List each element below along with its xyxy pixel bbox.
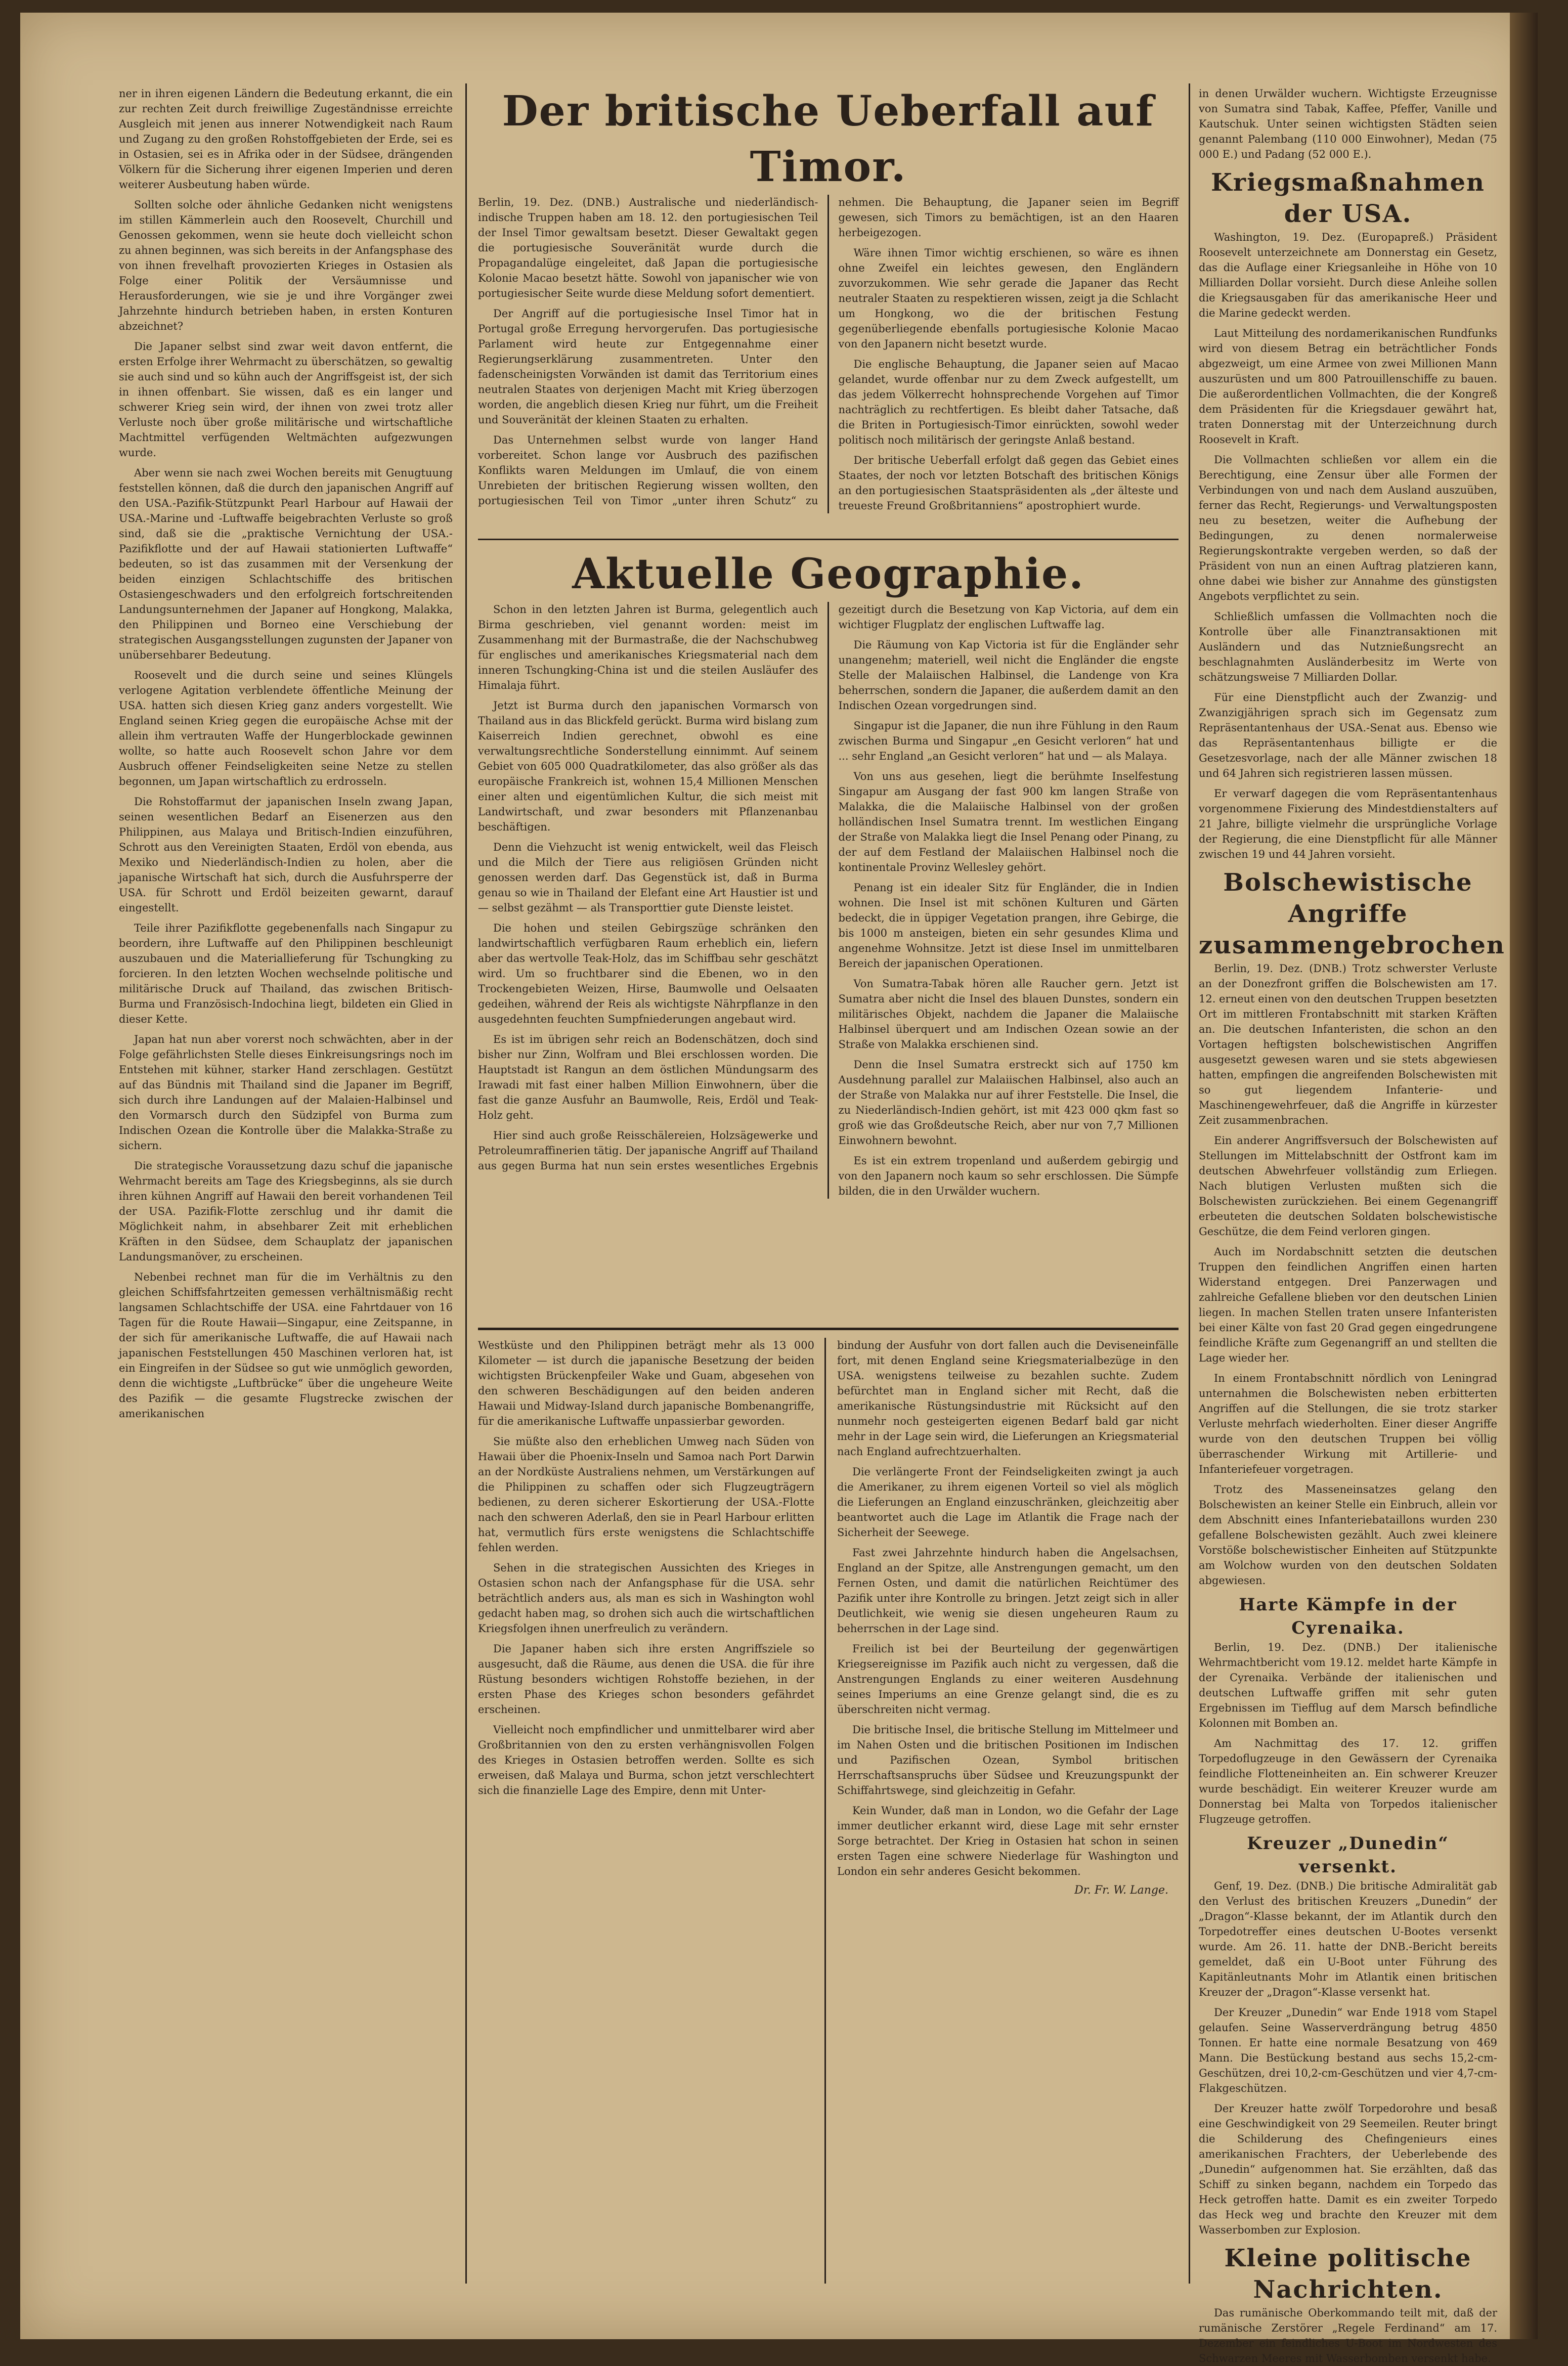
headline-kriegsmassnahmen: Kriegsmaßnahmen der USA. [1211, 168, 1485, 228]
lower-right-paragraph: Freilich ist bei der Beurteilung der gegenwärtigen Kriegsereignisse im Pazifik auch nicht zu vergessen, daß die Anstrengungen Englands zu einer weiteren Ausdehnung seines Imperiums an eine Grenze gelangt sind, die es zu überschreiten nicht vermag. [837, 1643, 1179, 1716]
left-paragraph: Nebenbei rechnet man für die im Verhältnis zu den gleichen Schiffsfahrtzeiten gemessen verhältnismäßig recht langsamen Schlachtschiffe der USA. eine Fahrtdauer von 16 Tagen für die Route Hawaii—Singapur, eine Zeitspanne, in der sich für amerikanische Luftwaffe, die auf Hawaii nach japanischen Feststellungen 450 Maschinen verloren hat, ist ein Eingreifen in der Südsee so gut wie unmöglich geworden, denn die wichtigste „Luftbrücke“ über die ungeheure Weite des Pazifik — die gesamte Flugstrecke zwischen der amerikanischen [119, 1271, 453, 1420]
lower-right-paragraph: Die verlängerte Front der Feindseligkeiten zwingt ja auch die Amerikaner, zu ihrem eigenen Vorteil so viel als möglich die Lieferungen an England einzuschränken, gleichzeitig aber beantwortet auch die Lage im Atlantik die Frage nach der Sicherheit der Seewege. [837, 1466, 1179, 1539]
article-lower-middle [478, 1338, 814, 2284]
kleine-paragraph: Das rumänische Oberkommando teilt mit, daß der rumänische Zerstörer „Regele Ferdinand“ am 17. Dezember ein feindliches U-Boot im Nordwesten des Schwarzen Meeres mit Wasserbomben versenkt habe. [1199, 2307, 1497, 2364]
left-paragraph: ner in ihren eigenen Ländern die Bedeutung erkannt, die ein zur rechten Zeit durch freiwillige Zugeständnisse erreichte Ausgleich mit jenen aus innerer Notwendigkeit nach Raum und Zugang zu den großen Rohstoffgebieten der Erde, sei es in Ostasien, sei es in Afrika oder in der Südsee, drängenden Völkern für die Sicherung ihrer eigenen Imperien und deren weiterer Ausbeutung haben würde. [119, 87, 453, 191]
headline-geographie: Aktuelle Geographie. [572, 550, 1084, 598]
dunedin-paragraph: Der Kreuzer hatte zwölf Torpedorohre und besaß eine Geschwindigkeit von 29 Seemeilen. Reuter bringt die Schilderung des Chefingenieurs eines amerikanischen Frachters, der Ueberlebende des „Dunedin“ aufgenommen hat. Sie erzählten, daß das Schiff zu sinken begann, nachdem ein Torpedo das Heck getroffen hatte. Damit es ein zweiter Torpedo das Heck weg und brachte den Kreuzer mit dem Wasserbomben zur Explosion. [1199, 2102, 1497, 2236]
headline-cyrenaika: Harte Kämpfe in der Cyrenaika. [1239, 1595, 1457, 1638]
kriegsmassnahmen-paragraph: Er verwarf dagegen die vom Repräsentantenhaus vorgenommene Fixierung des Mindestdienstalters auf 21 Jahre, billigte vielmehr die ursprüngliche Vorlage der Regierung, die eine Dienstpflicht für alle Männer zwischen 19 und 44 Jahren vorsieht. [1199, 787, 1497, 860]
right-column [1199, 86, 1505, 2364]
geographie-paragraph: Es ist im übrigen sehr reich an Bodenschätzen, doch sind bisher nur Zinn, Wolfram und Blei erschlossen worden. Die Hauptstadt ist Rangun an dem östlichen Mündungsarm des Irawadi mit fast einer halben Million Einwohnern, über die fast die ganze Ausfuhr an Baumwolle, Reis, Erdöl und Teak-Holz geht. [478, 1033, 818, 1121]
geographie-paragraph: Die Räumung von Kap Victoria ist für die Engländer sehr unangenehm; materiell, weil nicht die Engländer die engste Stelle der Malaiischen Halbinsel, die Landenge von Kra beherrschen, sondern die Japaner, die außerdem damit an den Indischen Ozean vorgedrungen sind. [838, 639, 1179, 712]
kriegsmassnahmen-paragraph: Laut Mitteilung des nordamerikanischen Rundfunks wird von diesem Betrag ein beträchtlicher Fonds abgezweigt, um eine Armee von zwei Millionen Mann auszurüsten und um 800 Patrouillenschiffe zu bauen. Die außerordentlichen Vollmachten, die der Kongreß dem Präsidenten für die Kriegsdauer gewährt hat, traten Donnerstag mit der Unterzeichnung durch Roosevelt in Kraft. [1199, 327, 1497, 446]
bolschewistische-paragraph: Berlin, 19. Dez. (DNB.) Trotz schwerster Verluste an der Donezfront griffen die Bolschewisten am 17. 12. erneut einen von den deutschen Truppen besetzten Ort im mittleren Frontabschnitt mit starken Kräften an. Die deutschen Infanteristen, die schon an den Vortagen heftigsten bolschewistischen Angriffen ausgesetzt gewesen waren und sie stets abgewiesen hatten, empfingen die angreifenden Bolschewisten mit so gut liegendem Infanterie- und Maschinengewehrfeuer, daß die Angriffe in kürzester Zeit zusammenbrachen. [1199, 962, 1497, 1126]
left-paragraph: Roosevelt und die durch seine und seines Klüngels verlogene Agitation verblendete öffentliche Meinung der USA. hatten sich diesen Krieg ganz anders vorgestellt. Wie England seinen Krieg gegen die europäische Achse mit der allein ihm vertrauten Waffe der Hungerblockade gewinnen wollte, so hatte auch Roosevelt schon Jahre vor dem Ausbruch offener Feindseligkeiten seine Netze zu stellen begonnen, um Japan wirtschaftlich zu erdrosseln. [119, 669, 453, 787]
headline-timor: Der britische Ueberfall auf Timor. [502, 87, 1155, 191]
lower-right-paragraph: bindung der Ausfuhr von dort fallen auch die Deviseneinfälle fort, mit denen England seine Kriegsmaterialbezüge in den USA. wenigstens teilweise zu bezahlen suchte. Zudem befürchtet man in England sicher mit Recht, daß die amerikanische Rüstungsindustrie mit Rücksicht auf den nunmehr noch gesteigerten eigenen Bedarf bald gar nicht mehr in der Lage sein wird, die Lieferungen an Kriegsmaterial nach England aufrechtzuerhalten. [837, 1339, 1179, 1458]
column-rule [824, 1338, 826, 2284]
left-paragraph: Aber wenn sie nach zwei Wochen bereits mit Genugtuung feststellen können, daß die durch den japanischen Angriff auf den USA.-Pazifik-Stützpunkt Pearl Harbour auf Hawaii der USA.-Marine und -Luftwaffe beigebrachten Verluste so groß sind, daß sie die „praktische Vernichtung der USA.-Pazifikflotte und der auf Hawaii stationierten Luftwaffe“ bedeuten, so ist das zusammen mit der Versenkung der beiden einzigen Schlachtschiffe des britischen Ostasiengeschwaders und den erfolgreich fortschreitenden Landungsunternehmen der Japaner auf Hongkong, Malakka, den Philippinen und Borneo eine Verschiebung der strategischen Ausgangsstellungen zugunsten der Japaner von unübersehbarer Bedeutung. [119, 467, 453, 661]
left-paragraph: Die Rohstoffarmut der japanischen Inseln zwang Japan, seinen wesentlichen Bedarf an Eisenerzen aus den Philippinen, aus Malaya und Britisch-Indien einzuführen, Schrott aus den Vereinigten Staaten, Erdöl von ebenda, aus Mexiko und Niederländisch-Indien zu holen, aber die japanische Wirtschaft hat sich, durch die Ausfuhrsperre der USA. für Schrott und Erdöl beizeiten gewarnt, darauf eingestellt. [119, 796, 453, 914]
lower-middle-paragraph: Sie müßte also den erheblichen Umweg nach Süden von Hawaii über die Phoenix-Inseln und Samoa nach Port Darwin an der Nordküste Australiens nehmen, um Verstärkungen auf die Philippinen zu schaffen oder sich Flugzeugträgern bedienen, zu deren sicherer Eskortierung der USA.-Flotte nach den schweren Aderlaß, den sie in Pearl Harbour erlitten hat, vermutlich fürs erste wenigstens die Schlachtschiffe fehlen werden. [478, 1435, 814, 1554]
left-paragraph: Japan hat nun aber vorerst noch schwächten, aber in der Folge gefährlichsten Stelle dieses Einkreisungsrings noch im Entstehen mit kühner, starker Hand zerschlagen. Gestützt auf das Bündnis mit Thailand sind die Japaner im Begriff, sich durch ihre Landungen auf der Malaien-Halbinsel und den Vormarsch durch den Südzipfel von Burma zum Indischen Ozean die Kontrolle über die Malakka-Straße zu sichern. [119, 1033, 453, 1152]
author-signature: Dr. Fr. W. Lange. [1074, 1884, 1168, 1897]
bolschewistische-paragraph: Auch im Nordabschnitt setzten die deutschen Truppen den feindlichen Angriffen einen harten Widerstand entgegen. Drei Panzerwagen und zahlreiche Gefallene blieben vor den deutschen Linien liegen. In machen Stellen traten unsere Infanteristen bei einer Kälte von fast 20 Grad gegen eingedrungene feindliche Kräfte zum Gegenangriff an und stellten die Lage wieder her. [1199, 1246, 1497, 1364]
kriegsmassnahmen-paragraph: Schließlich umfassen die Vollmachten noch die Kontrolle über alle Finanztransaktionen mit Ausländern und das Nutznießungsrecht an beschlagnahmten Ausländerbesitz im Werte von schätzungsweise 7 Milliarden Dollar. [1199, 610, 1497, 683]
bolschewistische-paragraph: Ein anderer Angriffsversuch der Bolschewisten auf Stellungen im Mittelabschnitt der Ostfront kam im deutschen Abwehrfeuer vollständig zum Erliegen. Nach blutigen Verlusten mußten sich die Bolschewisten zurückziehen. Bei einem Gegenangriff erbeuteten die deutschen Soldaten bolschewistische Geschütze, die dem Feind verloren gingen. [1199, 1134, 1497, 1238]
right-intro-paragraph: in denen Urwälder wuchern. Wichtigste Erzeugnisse von Sumatra sind Tabak, Kaffee, Pfeffer, Vanille und Kautschuk. Unter seinen wichtigsten Städten seien genannt Palembang (110 000 Einwohner), Medan (75 000 E.) und Padang (52 000 E.). [1199, 87, 1497, 160]
timor-paragraph: Die englische Behauptung, die Japaner seien auf Macao gelandet, wurde offenbar nur zu dem Zweck aufgestellt, um das jedem Völkerrecht hohnsprechende Vorgehen auf Timor nachträglich zu rechtfertigen. Es bleibt daher Tatsache, daß die Briten in Portugiesisch-Timor einrückten, sowohl weder politisch noch militärisch der geringste Anlaß bestand. [838, 358, 1179, 446]
bolschewistische-paragraph: In einem Frontabschnitt nördlich von Leningrad unternahmen die Bolschewisten neben erbitterten Angriffen auf die Stellungen, die sie trotz starker Verluste mehrfach wiederholten. Einer dieser Angriffe wurde von den deutschen Truppen bei völlig überraschender Wirkung mit Artillerie- und Infanteriefeuer vorgetragen. [1199, 1372, 1497, 1475]
article-geographie [478, 546, 1179, 1323]
left-paragraph: Teile ihrer Pazifikflotte gegebenenfalls nach Singapur zu beordern, ihre Luftwaffe auf den Philippinen beschleunigt auszubauen und die Materiallieferung für Tschungking zu forcieren. In den letzten Wochen wechselnde politische und militärische Druck auf Thailand, das zwischen Britisch-Burma und Französisch-Indochina liegt, bildeten ein Glied in dieser Kette. [119, 922, 453, 1025]
lower-right-paragraph: Kein Wunder, daß man in London, wo die Gefahr der Lage immer deutlicher erkannt wird, diese Lage mit sehr ernster Sorge betrachtet. Der Krieg in Ostasien hat schon in seinen ersten Tagen eine schwere Niederlage für Washington und London ein sehr anderes Gesicht bekommen. [837, 1805, 1179, 1877]
section-rule [478, 1328, 1179, 1330]
headline-bolschewistische: Bolschewistische Angriffe zusammengebrochen [1199, 868, 1505, 959]
geographie-paragraph: Von Sumatra-Tabak hören alle Raucher gern. Jetzt ist Sumatra aber nicht die Insel des blauen Dunstes, sondern ein militärisches Objekt, nachdem die Japaner die Malaiische Halbinsel überquert und am Indischen Ozean sowie an der Straße von Malakka erschienen sind. [838, 978, 1179, 1050]
headline-dunedin: Kreuzer „Dunedin“ versenkt. [1247, 1833, 1449, 1877]
geographie-paragraph: Von uns aus gesehen, liegt die berühmte Inselfestung Singapur am Ausgang der fast 900 km langen Straße von Malakka, die die Malaiische Halbinsel von der großen holländischen Insel Sumatra trennt. Im westlichen Eingang der Straße von Malakka liegt die Insel Penang oder Pinang, zu der auf dem Festland der Malaiischen Halbinsel noch die kontinentale Provinz Wellesley gehört. [838, 770, 1179, 873]
timor-paragraph: Der Angriff auf die portugiesische Insel Timor hat in Portugal große Erregung hervorgerufen. Das portugiesische Parlament wird heute zur Entgegennahme einer Regierungserklärung zusammentreten. Unter den fadenscheinigsten Vorwänden ist damit das Territorium eines neutralen Staates von derjenigen Macht mit Krieg überzogen worden, die angeblich diesen Krieg nur führt, um die Freiheit und Souveränität der kleinen Staaten zu erhalten. [478, 308, 818, 426]
lower-middle-paragraph: Westküste und den Philippinen beträgt mehr als 13 000 Kilometer — ist durch die japanische Besetzung der beiden wichtigsten Brückenpfeiler Wake und Guam, abgesehen von den schweren Beschädigungen auf den beiden anderen Hawaii und Midway-Island durch japanische Bombenangriffe, für die amerikanische Luftwaffe unpassierbar geworden. [478, 1339, 814, 1427]
kriegsmassnahmen-paragraph: Für eine Dienstpflicht auch der Zwanzig- und Zwanzigjährigen sprach sich im Gegensatz zum Repräsentantenhaus der USA.-Senat aus. Ebenso wie das Repräsentantenhaus billigte er die Gesetzesvorlage, nach der alle Männer zwischen 18 und 64 Jahren sich registrieren lassen müssen. [1199, 691, 1497, 779]
geographie-paragraph: Hier sind auch große Reisschälereien, Holzsägewerke und Petroleumraffinerien tätig. Der japanische Angriff auf Thailand aus gegen Burma hat nun sein erstes wesentliches Ergebnis gezeitigt durch die Besetzung von Kap Victoria, auf dem ein wichtiger Flugplatz der englischen Luftwaffe lag. [478, 603, 1179, 1172]
headline-kleine-nachrichten: Kleine politische Nachrichten. [1224, 2244, 1472, 2304]
newspaper-page [20, 13, 1538, 2364]
column-rule [1189, 83, 1190, 2284]
lower-middle-paragraph: Vielleicht noch empfindlicher und unmittelbarer wird aber Großbritannien von den zu ersten verhängnisvollen Folgen des Krieges in Ostasien betroffen werden. Sollte es sich erweisen, daß Malaya und Burma, schon jetzt verschlechtert sich die finanzielle Lage des Empire, denn mit Unter- [478, 1724, 814, 1797]
section-rule [478, 539, 1179, 540]
timor-body [478, 195, 1179, 513]
lower-right-paragraph: Die britische Insel, die britische Stellung im Mittelmeer und im Nahen Osten und die britischen Positionen im Indischen und Pazifischen Ozean, Symbol britischen Herrschaftsanspruchs über Südsee und Kreuzungspunkt der Schiffahrtswege, sind gleichzeitig in Gefahr. [837, 1724, 1179, 1797]
cyrenaika-paragraph: Berlin, 19. Dez. (DNB.) Der italienische Wehrmachtbericht vom 19.12. meldet harte Kämpfe in der Cyrenaika. Verbände der italienischen und deutschen Luftwaffe griffen mit sehr guten Ergebnissen im Tiefflug auf dem Marsch befindliche Kolonnen mit Bomben an. [1199, 1641, 1497, 1729]
timor-paragraph: Das Unternehmen selbst wurde von langer Hand vorbereitet. Schon lange vor Ausbruch des pazifischen Konflikts waren Meldungen im Umlauf, die von einem Unrebieten der britischen Regierung wissen wollten, den portugiesischen Teil von Timor „unter ihren Schutz“ zu nehmen. Die Behauptung, die Japaner seien im Begriff gewesen, sich Timors zu bemächtigen, ist an den Haaren herbeigezogen. [478, 196, 1179, 507]
geographie-paragraph: Die hohen und steilen Gebirgszüge schränken den landwirtschaftlich verfügbaren Raum erheblich ein, liefern aber das wertvolle Teak-Holz, das im Schiffbau sehr geschätzt wird. Um so fruchtbarer sind die Ebenen, wo in den Trockengebieten Weizen, Hirse, Baumwolle und Oelsaaten gedeihen, während der Reis als wichtigste Nährpflanze in den ausgedehnten feuchten Sumpfniederungen angebaut wird. [478, 922, 818, 1025]
geographie-paragraph: Jetzt ist Burma durch den japanischen Vormarsch von Thailand aus in das Blickfeld gerückt. Burma wird bislang zum Kaiserreich Indien gerechnet, obwohl es eine verwaltungsrechtliche Sonderstellung einnimmt. Auf seinem Gebiet von 605 000 Quadratkilometer, das also größer als das europäische Frankreich ist, wohnen 15,4 Millionen Menschen einer alten und eigentümlichen Kultur, die sich meist mit Landwirtschaft, und zwar besonders mit Pflanzenanbau beschäftigen. [478, 699, 818, 833]
article-timor [478, 83, 1179, 529]
timor-paragraph: Berlin, 19. Dez. (DNB.) Australische und niederländisch-indische Truppen haben am 18. 12. den portugiesischen Teil der Insel Timor gewaltsam besetzt. Dieser Gewaltakt gegen die portugiesische Souveränität wurde durch die Propagandalüge eingeleitet, daß Japan die portugiesische Kolonie Macao besetzt hätte. Sowohl von japanischer wie von portugiesischer Seite wurde diese Meldung sofort dementiert. [478, 196, 818, 299]
kriegsmassnahmen-paragraph: Die Vollmachten schließen vor allem ein die Berechtigung, eine Zensur über alle Formen der Verbindungen von und nach dem Ausland auszuüben, ferner das Recht, Regierungs- und Verwaltungsposten neu zu besetzen, weiter die Aufhebung der Bedingungen, zu denen normalerweise Regierungskontrakte vergeben werden, so daß der Präsident von nun an einen Auftrag platzieren kann, ohne dabei wie bisher zur Annahme des günstigsten Angebots verpflichtet zu sein. [1199, 454, 1497, 602]
geographie-paragraph: Denn die Insel Sumatra erstreckt sich auf 1750 km Ausdehnung parallel zur Malaiischen Halbinsel, also auch an der Straße von Malakka nur auf ihrer Feststelle. Die Insel, die zu Niederländisch-Indien gehört, ist mit 423 000 qkm fast so groß wie das Großdeutsche Reich, aber nur von 7,7 Millionen Einwohnern bewohnt. [838, 1059, 1179, 1147]
left-column [119, 86, 453, 2281]
article-lower-right [837, 1338, 1179, 2284]
lower-middle-paragraph: Die Japaner haben sich ihre ersten Angriffsziele so ausgesucht, daß die Räume, aus denen die USA. die für ihre Rüstung besonders wichtigen Rohstoffe beziehen, in der ersten Phase des Krieges schon besonders gefährdet erscheinen. [478, 1643, 814, 1716]
kriegsmassnahmen-paragraph: Washington, 19. Dez. (Europapreß.) Präsident Roosevelt unterzeichnete am Donnerstag ein Gesetz, das die Auflage einer Kriegsanleihe in Höhe von 10 Milliarden Dollar vorsieht. Durch diese Anleihe sollen die Kriegsausgaben für das amerikanische Heer und die Marine gedeckt werden. [1199, 231, 1497, 319]
lower-right-paragraph: Fast zwei Jahrzehnte hindurch haben die Angelsachsen, England an der Spitze, alle Anstrengungen gemacht, um den Fernen Osten, und damit die natürlichen Reichtümer des Pazifik unter ihre Kontrolle zu bringen. Jetzt zeigt sich in aller Deutlichkeit, wie wenig sie diesen ungeheuren Raum zu beherrschen in der Lage sind. [837, 1547, 1179, 1635]
geographie-body [478, 602, 1179, 1199]
left-paragraph: Sollten solche oder ähnliche Gedanken nicht wenigstens im stillen Kämmerlein auch den Roosevelt, Churchill und Genossen gekommen, wenn sie heute doch vielleicht schon zu ahnen beginnen, was sich bereits in der Anfangsphase des von ihnen frevelhaft provozierten Krieges in Ostasien als Folge einer Politik der Versäumnisse und Herausforderungen, wie sie je und ihre Vorgänger zwei Jahrzehnte hindurch betrieben haben, in ersten Konturen abzeichnet? [119, 199, 453, 332]
lower-middle-paragraph: Sehen in die strategischen Aussichten des Krieges in Ostasien schon nach der Anfangsphase für die USA. sehr beträchtlich anders aus, als man es sich in Washington wohl gedacht haben mag, so drohen sich auch die wirtschaftlichen Kriegsfolgen ihnen unerfreulich zu verändern. [478, 1562, 814, 1635]
timor-paragraph: Der britische Ueberfall erfolgt daß gegen das Gebiet eines Staates, der noch vor letzten Botschaft des britischen Königs an den portugiesischen Staatspräsidenten als „der älteste und treueste Freund Großbritanniens“ apostrophiert wurde. [838, 454, 1179, 512]
geographie-paragraph: Schon in den letzten Jahren ist Burma, gelegentlich auch Birma geschrieben, viel genannt worden: meist im Zusammenhang mit der Burmastraße, die der Nachschubweg für englisches und amerikanisches Kriegsmaterial nach dem inneren Tschungking-China ist und die steilen Ausläufer des Himalaja führt. [478, 603, 818, 691]
geographie-paragraph: Denn die Viehzucht ist wenig entwickelt, weil das Fleisch und die Milch der Tiere aus religiösen Gründen nicht genossen werden darf. Das Gegenstück ist, daß in Burma genau so wie in Thailand der Elefant eine Art Haustier ist und — selbst gezähmt — als Transporttier gute Dienste leistet. [478, 841, 818, 914]
geographie-paragraph: Singapur ist die Japaner, die nun ihre Fühlung in den Raum zwischen Burma und Singapur „en Gesicht verloren“ hat und ... sehr England „an Gesicht verloren“ hat und — als Malaya. [838, 720, 1179, 762]
bolschewistische-paragraph: Trotz des Masseneinsatzes gelang den Bolschewisten an keiner Stelle ein Einbruch, allein vor dem Abschnitt eines Infanteriebataillons wurden 230 gefallene Bolschewisten gezählt. Auch zwei kleinere Vorstöße bolschewistischer Einheiten auf Stützpunkte am Wolchow wurden von den deutschen Soldaten abgewiesen. [1199, 1483, 1497, 1587]
dunedin-paragraph: Der Kreuzer „Dunedin“ war Ende 1918 vom Stapel gelaufen. Seine Wasserverdrängung betrug 4850 Tonnen. Er hatte eine normale Besatzung von 469 Mann. Die Bestückung bestand aus sechs 15,2-cm-Geschützen, drei 10,2-cm-Geschützen und vier 4,7-cm-Flakgeschützen. [1199, 2006, 1497, 2094]
left-paragraph: Die Japaner selbst sind zwar weit davon entfernt, die ersten Erfolge ihrer Wehrmacht zu überschätzen, so gewaltig sie auch sind und so kühn auch der Angriffsgeist ist, der sich in ihnen offenbart. Sie wissen, daß es ein langer und schwerer Krieg sein wird, der ihnen von zwei trotz aller Verluste noch über große militärische und wirtschaftliche Machtmittel verfügenden Weltmächten aufgezwungen wurde. [119, 340, 453, 459]
timor-paragraph: Wäre ihnen Timor wichtig erschienen, so wäre es ihnen ohne Zweifel ein leichtes gewesen, den Engländern zuvorzukommen. Wie sehr gerade die Japaner das Recht neutraler Staaten zu respektieren wissen, zeigt ja die Schlacht um Hongkong, wo die der britischen Festung gegenüberliegende ebenfalls portugiesische Kolonie Macao von den Japanern nicht besetzt wurde. [838, 247, 1179, 350]
geographie-paragraph: Es ist ein extrem tropenland und außerdem gebirgig und von den Japanern noch kaum so sehr erschlossen. Die Sümpfe bilden, die in den Urwälder wuchern. [838, 1155, 1179, 1197]
dunedin-paragraph: Genf, 19. Dez. (DNB.) Die britische Admiralität gab den Verlust des britischen Kreuzers „Dunedin“ der „Dragon“-Klasse bekannt, der im Atlantik durch den Torpedotreffer eines deutschen U-Bootes versenkt wurde. Am 26. 11. hatte der DNB.-Bericht bereits gemeldet, daß ein U-Boot unter Führung des Kapitänleutnants Mohr im Atlantik einen britischen Kreuzer der „Dragon“-Klasse versenkt hat. [1199, 1880, 1497, 1998]
cyrenaika-paragraph: Am Nachmittag des 17. 12. griffen Torpedoflugzeuge in den Gewässern der Cyrenaika feindliche Flotteneinheiten an. Ein schwerer Kreuzer wurde beschädigt. Ein weiterer Kreuzer wurde am Donnerstag bei Malta von Torpedos italienischer Flugzeuge getroffen. [1199, 1737, 1497, 1825]
column-rule [465, 83, 467, 2284]
left-paragraph: Die strategische Voraussetzung dazu schuf die japanische Wehrmacht bereits am Tage des Kriegsbeginns, als sie durch ihren kühnen Angriff auf Hawaii den bereit vorhandenen Teil der USA. Pazifik-Flotte zerschlug und ihr damit die Möglichkeit nahm, in absehbarer Zeit mit erheblichen Kräften in den Südsee, dem Schauplatz der japanischen Landungsmanöver, zu erscheinen. [119, 1160, 453, 1263]
geographie-paragraph: Penang ist ein idealer Sitz für Engländer, die in Indien wohnen. Die Insel ist mit schönen Kulturen und Gärten bedeckt, die in üppiger Vegetation prangen, ihre Gebirge, die bis 1000 m ansteigen, bieten ein sehr gesundes Klima und angenehme Wohnsitze. Jetzt ist diese Insel im unmittelbaren Bereich der japanischen Operationen. [838, 882, 1179, 970]
page-binding [1510, 13, 1538, 2339]
